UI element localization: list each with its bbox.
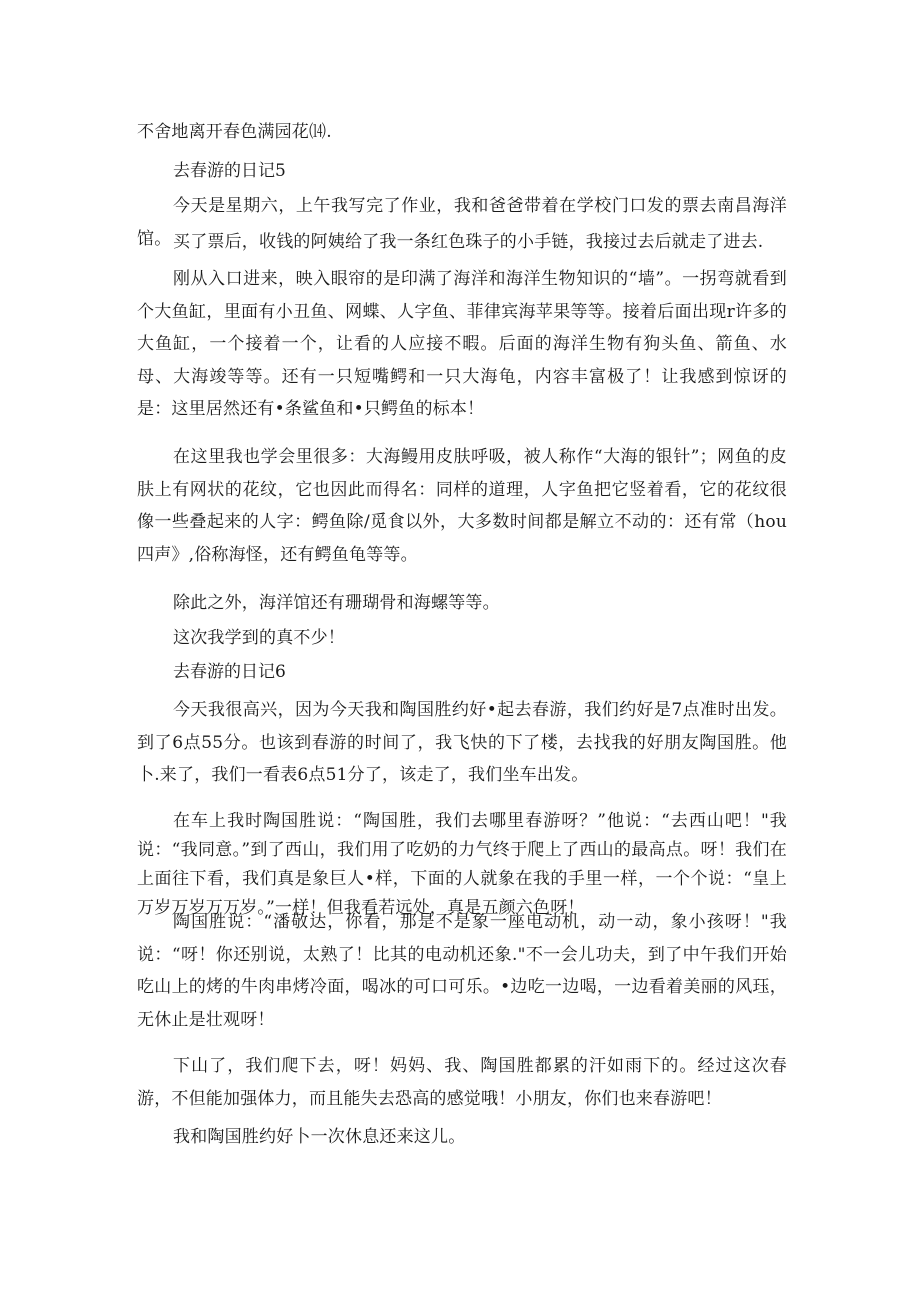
- diary5-paragraph: 刚从入口进来，映入眼帘的是印满了海洋和海洋生物知识的“墙”。一拐弯就看到个大鱼缸，里面有小丑鱼、网蝶、人字鱼、菲律宾海苹果等等。接着后面出现r许多的大鱼缸，一个接着一个，让看的人应接不暇。后面的海洋生物有狗头鱼、箭鱼、水母、大海竣等等。还有一只短嘴鳄和一只大海龟，内容丰富极了！让我感到惊讶的是：这里居然还有•条鲨鱼和•只鳄鱼的标本！: [137, 269, 787, 419]
- diary6-title: 去春游的日记6: [173, 662, 286, 682]
- diary5-paragraph: 除此之外，海洋馆还有珊瑚骨和海螺等等。: [173, 593, 500, 613]
- diary5-paragraph: 这次我学到的真不少！: [173, 628, 345, 648]
- diary6-paragraph: 下山了，我们爬下去，呀！妈妈、我、陶国胜都累的汗如雨下的。经过这次春游，不但能加强体力，而且能失去恐高的感觉哦！小朋友，你们也来春游吧！: [137, 1056, 787, 1109]
- diary6-paragraph: 我和陶国胜约好卜一次休息还来这儿。: [173, 1127, 466, 1147]
- diary5-paragraph: 在这里我也学会里很多：大海鳗用皮肤呼吸，被人称作“大海的银针”；网鱼的皮肤上有网状的花纹，它也因此而得名：同样的道理，人字鱼把它竖着看，它的花纹很像一些叠起来的人字：鳄鱼除/觅食以外，大多数时间都是解立不动的：还有常（hou四声》,俗称海怪，还有鳄鱼龟等等。: [137, 447, 787, 565]
- diary5-paragraph: 买了票后，收钱的阿姨给了我一条红色珠子的小手链，我接过去后就走了进去.: [173, 232, 764, 252]
- diary6-paragraph: 在车上我时陶国胜说：“陶国胜，我们去哪里春游呀？”他说：“去西山吧！"我说：“我同意。”到了西山，我们用了吃奶的力气终于爬上了西山的最高点。呀！我们在上面往下看，我们真是象巨人•样，下面的人就象在我的手里一样，一个个说：“皇上万岁万岁万万岁。”一样！但我看若远处，真是五颜六色呀！: [137, 811, 787, 918]
- diary6-paragraph: 今天我很高兴，因为今天我和陶国胜约好•起去春游，我们约好是7点准时出发。到了6点55分。也该到春游的时间了，我飞快的下了楼，去找我的好朋友陶国胜。他卜.来了，我们一看表6点51分了，该走了，我们坐车出发。: [137, 700, 787, 785]
- diary5-title: 去春游的日记5: [173, 161, 286, 181]
- diary6-paragraph: 陶国胜说：“潘敬达，你看，那是不是象一座电动机，动一动，象小孩呀！"我说：“呀！你还别说，太熟了！比其的电动机还象."不一会儿功夫，到了中午我们开始吃山上的烤的牛肉串烤冷面，喝冰的可口可乐。•边吃一边喝，一边看着美丽的风珏，无休止是壮观呀！: [137, 912, 787, 1030]
- lead-fragment: 不舍地离开春色满园花⒁.: [137, 122, 332, 142]
- diary5-paragraph: 今天是星期六，上午我写完了作业，我和爸爸带着在学校门口发的票去南昌海洋馆。: [137, 196, 787, 249]
